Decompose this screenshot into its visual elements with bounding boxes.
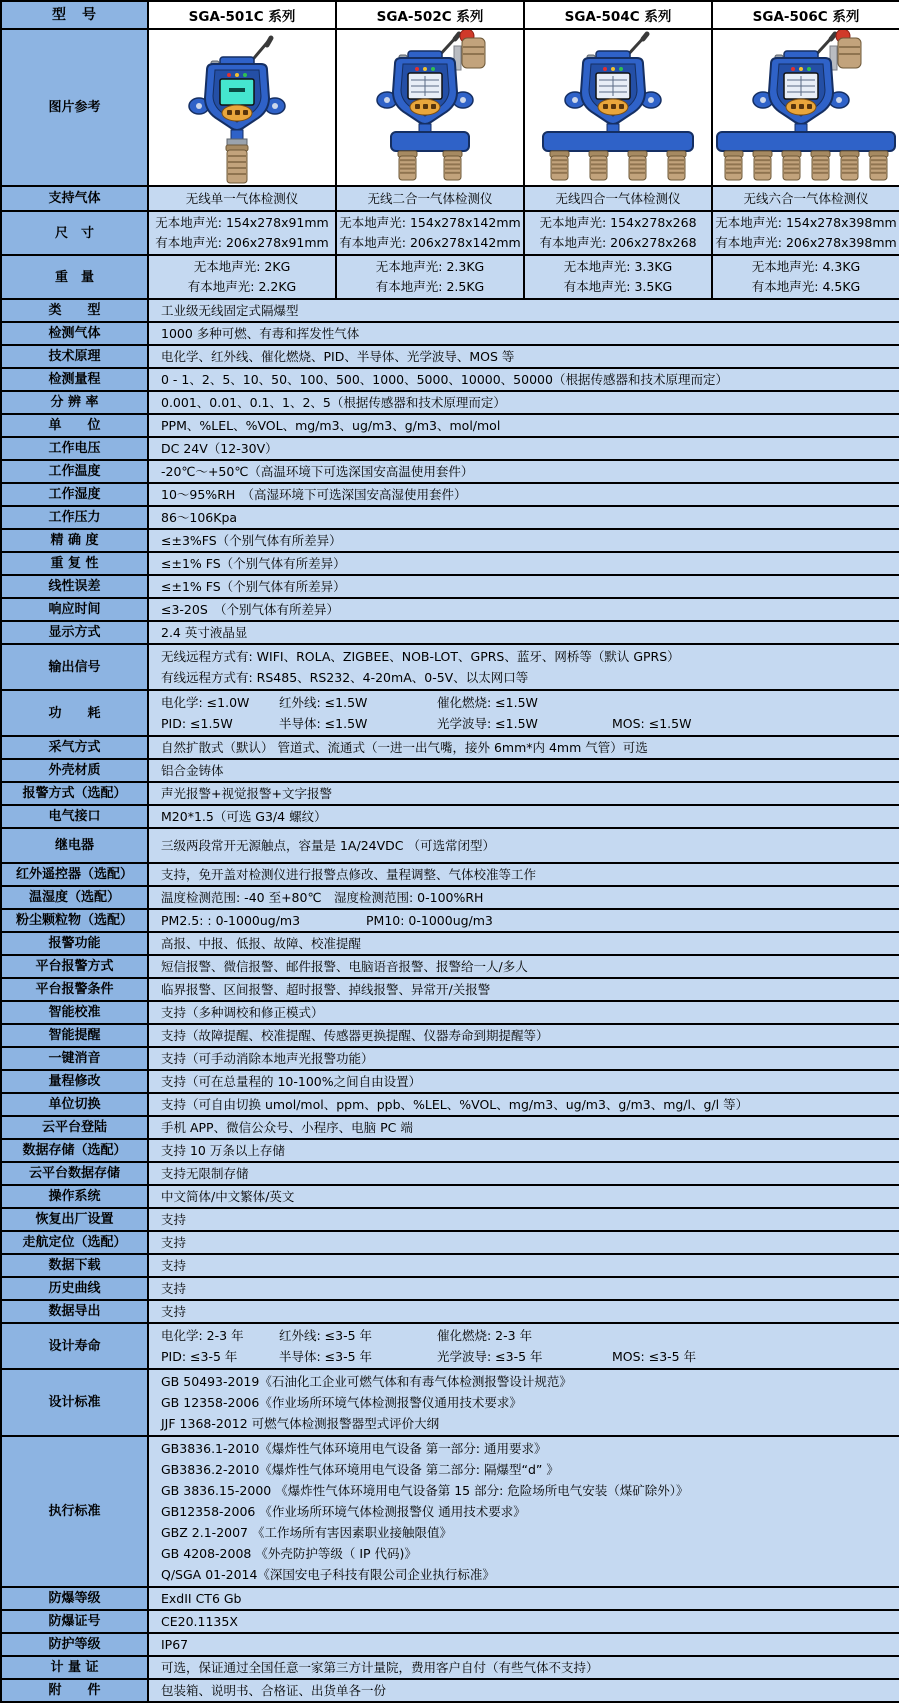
row-value-line: 高报、中报、低报、故障、校准提醒 — [161, 936, 362, 951]
row-value — [148, 978, 899, 1001]
row-value — [148, 621, 899, 644]
model-value-text: 无线六合一气体检测仪 — [743, 191, 869, 206]
row-value-segment: 催化燃烧: ≤1.5W — [437, 695, 538, 710]
row-value-line: 手机 APP、微信公众号、小程序、电脑 PC 端 — [161, 1120, 413, 1135]
row-value — [148, 1001, 899, 1024]
table-row — [1, 1300, 899, 1323]
model-value-text: 有本地声光: 3.5KG — [563, 279, 673, 294]
row-value-line: 临界报警、区间报警、超时报警、掉线报警、异常开/关报警 — [161, 982, 491, 997]
model-name-1: SGA-502C 系列 — [336, 1, 524, 29]
model-value-text: 无本地声光: 2.3KG — [375, 259, 485, 274]
row-label: 尺 寸 — [1, 211, 148, 255]
table-row — [1, 1633, 899, 1656]
row-value — [148, 598, 899, 621]
row-value-line: 三级两段常开无源触点，容量是 1A/24VDC （可选常闭型） — [161, 838, 495, 853]
row-value-line: 有线远程方式有: RS485、RS232、4-20mA、0-5V、以太网口等 — [161, 670, 529, 685]
row-value — [148, 1024, 899, 1047]
model-value — [712, 211, 899, 255]
table-row — [1, 1047, 899, 1070]
row-label: 智能提醒 — [1, 1024, 148, 1047]
gas-detector-image-3 — [713, 30, 899, 185]
table-row — [1, 391, 899, 414]
row-value — [148, 1093, 899, 1116]
table-row — [1, 863, 899, 886]
table-row — [1, 1323, 899, 1369]
row-label: 单位切换 — [1, 1093, 148, 1116]
table-row — [1, 782, 899, 805]
row-value-line: GB3836.2-2010《爆炸性气体环境用电气设备 第二部分: 隔爆型“d” 》 — [161, 1462, 559, 1477]
row-value-line: 支持（可自由切换 umol/mol、ppm、ppb、%LEL、%VOL、mg/m3、ug/m3、g/m3、mg/l、g/l 等） — [161, 1097, 749, 1112]
table-row — [1, 529, 899, 552]
row-value — [148, 1436, 899, 1587]
table-row — [1, 1254, 899, 1277]
table-header-row — [1, 1, 899, 29]
row-label: 温湿度（选配） — [1, 886, 148, 909]
row-label: 云平台数据存储 — [1, 1162, 148, 1185]
row-label: 技术原理 — [1, 345, 148, 368]
row-value-line: 2.4 英寸液晶显 — [161, 625, 248, 640]
row-value — [148, 1656, 899, 1679]
table-row — [1, 1001, 899, 1024]
row-value — [148, 690, 899, 736]
product-image-cell-1 — [336, 29, 524, 186]
table-row — [1, 1070, 899, 1093]
row-value-line: 1000 多种可燃、有毒和挥发性气体 — [161, 326, 360, 341]
table-row — [1, 1587, 899, 1610]
product-image-cell-0 — [148, 29, 336, 186]
table-row — [1, 978, 899, 1001]
row-value-columns — [161, 713, 893, 734]
row-value-line: 可选，保证通过全国任意一家第三方计量院，费用客户自付（有些气体不支持） — [161, 1660, 599, 1675]
model-value — [524, 255, 712, 299]
row-label: 报警功能 — [1, 932, 148, 955]
row-value-line: M20*1.5（可选 G3/4 螺纹） — [161, 809, 327, 824]
table-row — [1, 483, 899, 506]
row-label: 单 位 — [1, 414, 148, 437]
row-label: 输出信号 — [1, 644, 148, 690]
table-row — [1, 759, 899, 782]
row-value-segment: PM10: 0-1000ug/m3 — [366, 913, 493, 928]
model-value-text: 有本地声光: 206x278x91mm — [155, 235, 329, 250]
product-image-row — [1, 29, 899, 186]
table-row — [1, 211, 899, 255]
row-value — [148, 1139, 899, 1162]
row-label: 平台报警条件 — [1, 978, 148, 1001]
row-value-line: 无线远程方式有: WIFI、ROLA、ZIGBEE、NOB-LOT、GPRS、蓝牙、网桥等（默认 GPRS） — [161, 649, 680, 664]
row-value — [148, 909, 899, 932]
row-value-segment: 红外线: ≤1.5W — [279, 695, 368, 710]
row-label: 一键消音 — [1, 1047, 148, 1070]
gas-detector-illustration — [713, 30, 899, 185]
row-label: 执行标准 — [1, 1436, 148, 1587]
row-label: 工作电压 — [1, 437, 148, 460]
row-value-segment: 电化学: 2-3 年 — [161, 1328, 244, 1343]
row-value — [148, 782, 899, 805]
table-row — [1, 460, 899, 483]
row-value-line: 支持（故障提醒、校准提醒、传感器更换提醒、仪器寿命到期提醒等） — [161, 1028, 549, 1043]
row-value — [148, 299, 899, 322]
table-row — [1, 1369, 899, 1436]
table-row — [1, 1231, 899, 1254]
row-value-line: GB 3836.15-2000 《爆炸性气体环境用电气设备第 15 部分: 危险场所电气安装（煤矿除外）》 — [161, 1483, 689, 1498]
row-value-line: 温度检测范围: -40 至+80℃ 湿度检测范围: 0-100%RH — [161, 890, 484, 905]
row-value — [148, 955, 899, 978]
row-value-line: ≤±1% FS（个别气体有所差异） — [161, 579, 346, 594]
row-value-line: IP67 — [161, 1637, 189, 1652]
row-label: 报警方式（选配） — [1, 782, 148, 805]
row-label: 防爆等级 — [1, 1587, 148, 1610]
row-value — [148, 368, 899, 391]
table-row — [1, 828, 899, 863]
row-value-segment: MOS: ≤3-5 年 — [612, 1349, 697, 1364]
row-value-line: 中文简体/中文繁体/英文 — [161, 1189, 295, 1204]
row-value — [148, 1277, 899, 1300]
row-value — [148, 1231, 899, 1254]
row-label: 平台报警方式 — [1, 955, 148, 978]
row-label: 类 型 — [1, 299, 148, 322]
row-value — [148, 644, 899, 690]
row-value-line: ≤3-20S （个别气体有所差异） — [161, 602, 340, 617]
row-label: 红外遥控器（选配） — [1, 863, 148, 886]
row-value-line: GB3836.1-2010《爆炸性气体环境用电气设备 第一部分: 通用要求》 — [161, 1441, 547, 1456]
row-value-line: 支持（可在总量程的 10-100%之间自由设置） — [161, 1074, 422, 1089]
table-row — [1, 414, 899, 437]
row-value-segment: PM2.5: : 0-1000ug/m3 — [161, 913, 301, 928]
row-label: 采气方式 — [1, 736, 148, 759]
model-header-label: 型 号 — [1, 1, 148, 29]
row-value-line: PPM、%LEL、%VOL、mg/m3、ug/m3、g/m3、mol/mol — [161, 418, 501, 433]
row-value-line: 铝合金铸体 — [161, 763, 224, 778]
table-row — [1, 1436, 899, 1587]
row-value-line: 支持（多种调校和修正模式） — [161, 1005, 324, 1020]
row-value-columns — [161, 692, 893, 713]
row-value — [148, 1116, 899, 1139]
model-value-text: 无线单一气体检测仪 — [185, 191, 299, 206]
product-image-cell-2 — [524, 29, 712, 186]
product-image-cell-3 — [712, 29, 899, 186]
row-label: 数据下载 — [1, 1254, 148, 1277]
model-value-text: 无本地声光: 154x278x91mm — [155, 215, 329, 230]
gas-detector-illustration — [149, 30, 335, 185]
row-value-line: ExdII CT6 Gb — [161, 1591, 242, 1606]
table-row — [1, 1093, 899, 1116]
row-value-line: 声光报警+视觉报警+文字报警 — [161, 786, 332, 801]
row-label: 显示方式 — [1, 621, 148, 644]
row-value — [148, 391, 899, 414]
row-value-line: DC 24V（12-30V） — [161, 441, 278, 456]
row-label: 外壳材质 — [1, 759, 148, 782]
table-row — [1, 909, 899, 932]
table-row — [1, 805, 899, 828]
model-name-0: SGA-501C 系列 — [148, 1, 336, 29]
row-value-line: 支持 — [161, 1258, 187, 1273]
row-value — [148, 322, 899, 345]
model-value-text: 有本地声光: 206x278x142mm — [339, 235, 521, 250]
row-value — [148, 736, 899, 759]
row-value — [148, 529, 899, 552]
model-value — [148, 255, 336, 299]
table-row — [1, 736, 899, 759]
row-value-line: ≤±1% FS（个别气体有所差异） — [161, 556, 346, 571]
row-value-line: GB 12358-2006《作业场所环境气体检测报警仪通用技术要求》 — [161, 1395, 522, 1410]
row-value — [148, 1369, 899, 1436]
row-label: 量程修改 — [1, 1070, 148, 1093]
row-value — [148, 932, 899, 955]
row-value — [148, 1300, 899, 1323]
table-row — [1, 1139, 899, 1162]
row-value — [148, 828, 899, 863]
row-label: 设计寿命 — [1, 1323, 148, 1369]
row-label: 检测量程 — [1, 368, 148, 391]
row-value-segment: 光学波导: ≤3-5 年 — [437, 1349, 543, 1364]
model-value — [336, 186, 524, 211]
model-value — [712, 255, 899, 299]
row-value — [148, 1208, 899, 1231]
row-value-segment: 催化燃烧: 2-3 年 — [437, 1328, 533, 1343]
table-row — [1, 932, 899, 955]
row-value — [148, 1185, 899, 1208]
gas-detector-illustration — [337, 30, 523, 185]
row-value-line: 10～95%RH （高湿环境下可选深国安高湿使用套件） — [161, 487, 467, 502]
table-row — [1, 437, 899, 460]
row-label: 防护等级 — [1, 1633, 148, 1656]
row-value-line: 0.001、0.01、0.1、1、2、5（根据传感器和技术原理而定） — [161, 395, 506, 410]
table-row — [1, 1116, 899, 1139]
row-value — [148, 1162, 899, 1185]
row-value-line: 支持，免开盖对检测仪进行报警点修改、量程调整、气体校准等工作 — [161, 867, 537, 882]
row-value-line: ≤±3%FS（个别气体有所差异） — [161, 533, 342, 548]
row-value — [148, 460, 899, 483]
table-row — [1, 690, 899, 736]
table-row — [1, 255, 899, 299]
row-value-segment: PID: ≤3-5 年 — [161, 1349, 238, 1364]
row-label: 设计标准 — [1, 1369, 148, 1436]
row-label: 数据存储（选配） — [1, 1139, 148, 1162]
row-value-segment: 半导体: ≤3-5 年 — [279, 1349, 373, 1364]
row-value — [148, 1587, 899, 1610]
model-value-text: 无本地声光: 154x278x398mm — [715, 215, 897, 230]
row-value-columns — [161, 1346, 893, 1367]
row-label: 重 复 性 — [1, 552, 148, 575]
row-value-line: GB 4208-2008 《外壳防护等级（ IP 代码)》 — [161, 1546, 417, 1561]
model-value — [148, 211, 336, 255]
row-value — [148, 1047, 899, 1070]
row-value — [148, 863, 899, 886]
row-value-line: CE20.1135X — [161, 1614, 238, 1629]
row-label: 工作湿度 — [1, 483, 148, 506]
model-value — [524, 186, 712, 211]
row-label: 电气接口 — [1, 805, 148, 828]
gas-detector-illustration — [525, 30, 711, 185]
row-value-line: 支持（可手动消除本地声光报警功能） — [161, 1051, 374, 1066]
row-label: 云平台登陆 — [1, 1116, 148, 1139]
table-row — [1, 1277, 899, 1300]
row-label: 操作系统 — [1, 1185, 148, 1208]
row-value-line: 包装箱、说明书、合格证、出货单各一份 — [161, 1683, 387, 1698]
row-value-line: 工业级无线固定式隔爆型 — [161, 303, 299, 318]
table-row — [1, 644, 899, 690]
table-row — [1, 575, 899, 598]
row-label: 历史曲线 — [1, 1277, 148, 1300]
row-value-line: 86～106Kpa — [161, 510, 238, 525]
row-label: 工作压力 — [1, 506, 148, 529]
model-value-text: 无本地声光: 3.3KG — [563, 259, 673, 274]
model-value — [712, 186, 899, 211]
row-value-line: Q/SGA 01-2014《深国安电子科技有限公司企业执行标准》 — [161, 1567, 495, 1582]
row-label: 粉尘颗粒物（选配） — [1, 909, 148, 932]
row-label: 工作温度 — [1, 460, 148, 483]
row-label: 计 量 证 — [1, 1656, 148, 1679]
table-row — [1, 368, 899, 391]
row-value — [148, 414, 899, 437]
row-value-segment: PID: ≤1.5W — [161, 716, 233, 731]
table-row — [1, 598, 899, 621]
model-value-text: 有本地声光: 206x278x398mm — [715, 235, 897, 250]
row-value — [148, 552, 899, 575]
table-row — [1, 299, 899, 322]
row-label: 继电器 — [1, 828, 148, 863]
row-value-line: 支持 — [161, 1281, 187, 1296]
row-value — [148, 437, 899, 460]
model-name-3: SGA-506C 系列 — [712, 1, 899, 29]
gas-detector-image-1 — [337, 30, 523, 185]
row-value-line: 支持无限制存储 — [161, 1166, 249, 1181]
model-value — [524, 211, 712, 255]
table-row — [1, 1162, 899, 1185]
row-value-line: 支持 10 万条以上存储 — [161, 1143, 285, 1158]
model-value-text: 无本地声光: 4.3KG — [751, 259, 861, 274]
row-value-line: 0 - 1、2、5、10、50、100、500、1000、5000、10000、50000（根据传感器和技术原理而定） — [161, 372, 728, 387]
row-value — [148, 1610, 899, 1633]
row-value — [148, 1679, 899, 1702]
row-label: 线性误差 — [1, 575, 148, 598]
table-row — [1, 506, 899, 529]
row-label: 走航定位（选配） — [1, 1231, 148, 1254]
row-label: 附 件 — [1, 1679, 148, 1702]
row-value-line: 短信报警、微信报警、邮件报警、电脑语音报警、报警给一人/多人 — [161, 959, 528, 974]
row-value-segment: 光学波导: ≤1.5W — [437, 716, 538, 731]
gas-detector-image-0 — [149, 30, 335, 185]
row-value-line: 自然扩散式（默认） 管道式、流通式（一进一出气嘴，接外 6mm*内 4mm 气管）可选 — [161, 740, 648, 755]
table-row — [1, 955, 899, 978]
model-value — [148, 186, 336, 211]
row-value-line: 支持 — [161, 1304, 187, 1319]
row-label: 重 量 — [1, 255, 148, 299]
row-value — [148, 759, 899, 782]
row-label: 恢复出厂设置 — [1, 1208, 148, 1231]
row-label: 检测气体 — [1, 322, 148, 345]
table-row — [1, 621, 899, 644]
row-value — [148, 575, 899, 598]
row-value-columns — [161, 911, 893, 930]
model-value-text: 有本地声光: 2.2KG — [187, 279, 297, 294]
table-row — [1, 1185, 899, 1208]
model-value-text: 有本地声光: 4.5KG — [751, 279, 861, 294]
row-label: 功 耗 — [1, 690, 148, 736]
table-row — [1, 1610, 899, 1633]
model-value-text: 无本地声光: 154x278x142mm — [339, 215, 521, 230]
row-value-segment: MOS: ≤1.5W — [612, 716, 692, 731]
model-name-2: SGA-504C 系列 — [524, 1, 712, 29]
model-value-text: 无本地声光: 2KG — [193, 259, 291, 274]
row-value-line: GB12358-2006 《作业场所环境气体检测报警仪 通用技术要求》 — [161, 1504, 526, 1519]
row-value — [148, 886, 899, 909]
table-row — [1, 1656, 899, 1679]
row-value — [148, 1070, 899, 1093]
row-value-segment: 红外线: ≤3-5 年 — [279, 1328, 373, 1343]
row-value — [148, 1254, 899, 1277]
row-label: 响应时间 — [1, 598, 148, 621]
row-label: 防爆证号 — [1, 1610, 148, 1633]
row-value — [148, 345, 899, 368]
model-value-text: 有本地声光: 206x278x268 — [539, 235, 697, 250]
model-value-text: 无线二合一气体检测仪 — [367, 191, 493, 206]
row-label: 支持气体 — [1, 186, 148, 211]
model-value — [336, 255, 524, 299]
gas-detector-image-2 — [525, 30, 711, 185]
row-value — [148, 506, 899, 529]
row-value-segment: 半导体: ≤1.5W — [279, 716, 368, 731]
row-value — [148, 483, 899, 506]
row-value-line: GBZ 2.1-2007 《工作场所有害因素职业接触限值》 — [161, 1525, 452, 1540]
image-row-label: 图片参考 — [1, 29, 148, 186]
row-value-line: GB 50493-2019《石油化工企业可燃气体和有毒气体检测报警设计规范》 — [161, 1374, 572, 1389]
row-value-line: JJF 1368-2012 可燃气体检测报警器型式评价大纲 — [161, 1416, 440, 1431]
model-value-text: 无线四合一气体检测仪 — [555, 191, 681, 206]
row-value-line: -20℃～+50℃（高温环境下可选深国安高温使用套件） — [161, 464, 474, 479]
row-value-line: 支持 — [161, 1212, 187, 1227]
table-row — [1, 1024, 899, 1047]
row-label: 智能校准 — [1, 1001, 148, 1024]
table-row — [1, 186, 899, 211]
table-row — [1, 886, 899, 909]
model-value — [336, 211, 524, 255]
row-label: 分 辨 率 — [1, 391, 148, 414]
row-value-line: 电化学、红外线、催化燃烧、PID、半导体、光学波导、MOS 等 — [161, 349, 515, 364]
table-row — [1, 345, 899, 368]
row-value — [148, 1633, 899, 1656]
model-value-text: 无本地声光: 154x278x268 — [539, 215, 697, 230]
row-label: 数据导出 — [1, 1300, 148, 1323]
row-value-segment: 电化学: ≤1.0W — [161, 695, 250, 710]
table-row — [1, 552, 899, 575]
table-row — [1, 1208, 899, 1231]
model-value-text: 有本地声光: 2.5KG — [375, 279, 485, 294]
row-value-line: 支持 — [161, 1235, 187, 1250]
spec-table-body — [1, 1, 899, 1702]
row-value — [148, 805, 899, 828]
row-label: 精 确 度 — [1, 529, 148, 552]
table-row — [1, 1679, 899, 1702]
row-value-columns — [161, 1325, 893, 1346]
table-row — [1, 322, 899, 345]
row-value — [148, 1323, 899, 1369]
